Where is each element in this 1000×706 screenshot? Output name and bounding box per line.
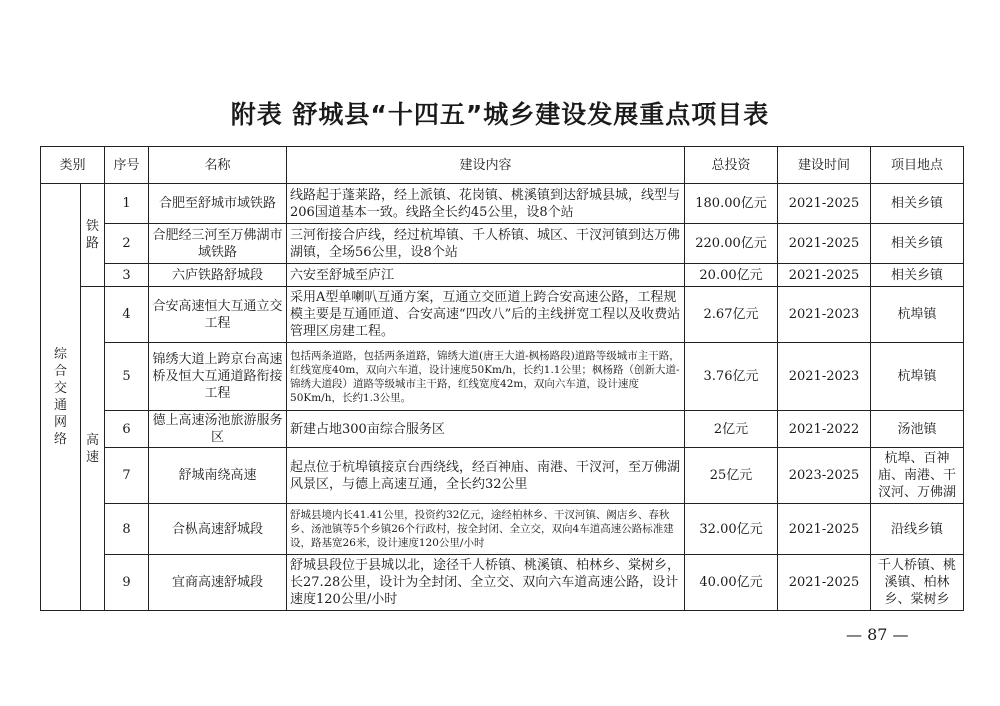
cell-seq: 2: [105, 224, 149, 264]
cell-period: 2023-2025: [778, 448, 871, 504]
table-row: [41, 448, 964, 504]
cell-period: 2021-2023: [778, 343, 871, 411]
cell-investment: 2亿元: [685, 411, 778, 448]
cell-name: 舒城南绕高速: [149, 448, 287, 504]
cell-name: 德上高速汤池旅游服务区: [149, 411, 287, 448]
cell-seq: 3: [105, 264, 149, 287]
cell-name: 合肥经三河至万佛湖市域铁路: [149, 224, 287, 264]
cell-seq: 1: [105, 184, 149, 224]
cell-location: 相关乡镇: [871, 224, 964, 264]
cell-location: 杭埠镇: [871, 287, 964, 343]
cell-name: 合肥至舒城市域铁路: [149, 184, 287, 224]
cell-location: 杭埠镇: [871, 343, 964, 411]
cell-location: 相关乡镇: [871, 264, 964, 287]
cell-seq: 5: [105, 343, 149, 411]
cell-investment: 40.00亿元: [685, 555, 778, 611]
group-text: 综 合 交 通 网 络: [53, 347, 67, 447]
cell-period: 2021-2023: [778, 287, 871, 343]
cell-period: 2021-2022: [778, 411, 871, 448]
table-row: [41, 411, 964, 448]
table-row: [41, 264, 964, 287]
cell-location: 杭埠、百神庙、南港、干汊河、万佛湖: [871, 448, 964, 504]
cell-seq: 7: [105, 448, 149, 504]
cell-investment: 25亿元: [685, 448, 778, 504]
cell-location: 汤池镇: [871, 411, 964, 448]
cell-content: 线路起于蓬莱路，经上派镇、花岗镇、桃溪镇到达舒城县城，线型与206国道基本一致。线路全长约45公里，设8个站: [287, 184, 685, 224]
table-row: [41, 504, 964, 555]
header-period: 建设时间: [778, 147, 871, 184]
header-investment: 总投资: [685, 147, 778, 184]
table-header-row: [41, 147, 964, 184]
table-row: [41, 224, 964, 264]
cell-location: 相关乡镇: [871, 184, 964, 224]
cell-content: 六安至舒城至庐江: [287, 264, 685, 287]
cell-name: 合枞高速舒城段: [149, 504, 287, 555]
cell-period: 2021-2025: [778, 224, 871, 264]
subgroup-highway-text: 高 速: [86, 432, 100, 465]
header-seq: 序号: [105, 147, 149, 184]
cell-investment: 32.00亿元: [685, 504, 778, 555]
cell-period: 2021-2025: [778, 504, 871, 555]
table-row: [41, 184, 964, 224]
header-name: 名称: [149, 147, 287, 184]
header-content: 建设内容: [287, 147, 685, 184]
cell-name: 六庐铁路舒城段: [149, 264, 287, 287]
cell-seq: 8: [105, 504, 149, 555]
cell-name: 宜商高速舒城段: [149, 555, 287, 611]
cell-investment: 20.00亿元: [685, 264, 778, 287]
cell-content: 舒城县境内长41.41公里，投资约32亿元，途经柏林乡、干汊河镇、阙店乡、春秋乡、汤池镇等5个乡镇26个行政村，按全封闭、全立交，双向4车道高速公路标准建设，路基宽26米，设计速度120公里/小时: [287, 504, 685, 555]
table-row: [41, 555, 964, 611]
cell-content: 采用A型单喇叭互通方案，互通立交匝道上跨合安高速公路，工程规模主要是互通匝道、合安高速“四改八”后的主线拼宽工程以及收费站管理区房建工程。: [287, 287, 685, 343]
cell-period: 2021-2025: [778, 555, 871, 611]
cell-investment: 180.00亿元: [685, 184, 778, 224]
subgroup-highway: [81, 287, 105, 611]
cell-name: 合安高速恒大互通立交工程: [149, 287, 287, 343]
cell-seq: 9: [105, 555, 149, 611]
project-table: [40, 146, 964, 611]
page-number: — 87 —: [846, 625, 909, 644]
page-title: 附表 舒城县“十四五”城乡建设发展重点项目表: [230, 100, 770, 129]
cell-name: 锦绣大道上跨京台高速桥及恒大互通道路衔接工程: [149, 343, 287, 411]
cell-period: 2021-2025: [778, 264, 871, 287]
cell-investment: 2.67亿元: [685, 287, 778, 343]
cell-location: 沿线乡镇: [871, 504, 964, 555]
cell-seq: 6: [105, 411, 149, 448]
subgroup-railway: [81, 184, 105, 287]
cell-content: 起点位于杭埠镇接京台西绕线，经百神庙、南港、干汊河，至万佛湖风景区，与德上高速互通，全长约32公里: [287, 448, 685, 504]
table-row: [41, 287, 964, 343]
cell-investment: 220.00亿元: [685, 224, 778, 264]
cell-period: 2021-2025: [778, 184, 871, 224]
cell-location: 千人桥镇、桃溪镇、柏林乡、棠树乡: [871, 555, 964, 611]
group-label: [41, 184, 81, 611]
table-row: [41, 343, 964, 411]
cell-content: 三河衔接合庐线，经过杭埠镇、千人桥镇、城区、干汊河镇到达万佛湖镇，全场56公里，设8个站: [287, 224, 685, 264]
subgroup-railway-text: 铁 路: [86, 219, 100, 251]
cell-content: 新建占地300亩综合服务区: [287, 411, 685, 448]
cell-content: 包括两条道路，包括两条道路，锦绣大道(唐王大道-枫杨路段)道路等级城市主干路，红线宽度40m，双向六车道，设计速度50Km/h，长约1.1公里；枫杨路（创新大道-锦绣大道段）道路等级城市主干路，红线宽度42m，双向六车道，设计速度50Km/h，长约1.3公里。: [287, 343, 685, 411]
cell-seq: 4: [105, 287, 149, 343]
cell-investment: 3.76亿元: [685, 343, 778, 411]
cell-content: 舒城县段位于县城以北，途径千人桥镇、桃溪镇、柏林乡、棠树乡，长27.28公里，设计为全封闭、全立交、双向六车道高速公路，设计速度120公里/小时: [287, 555, 685, 611]
header-category: 类别: [41, 147, 105, 184]
header-location: 项目地点: [871, 147, 964, 184]
